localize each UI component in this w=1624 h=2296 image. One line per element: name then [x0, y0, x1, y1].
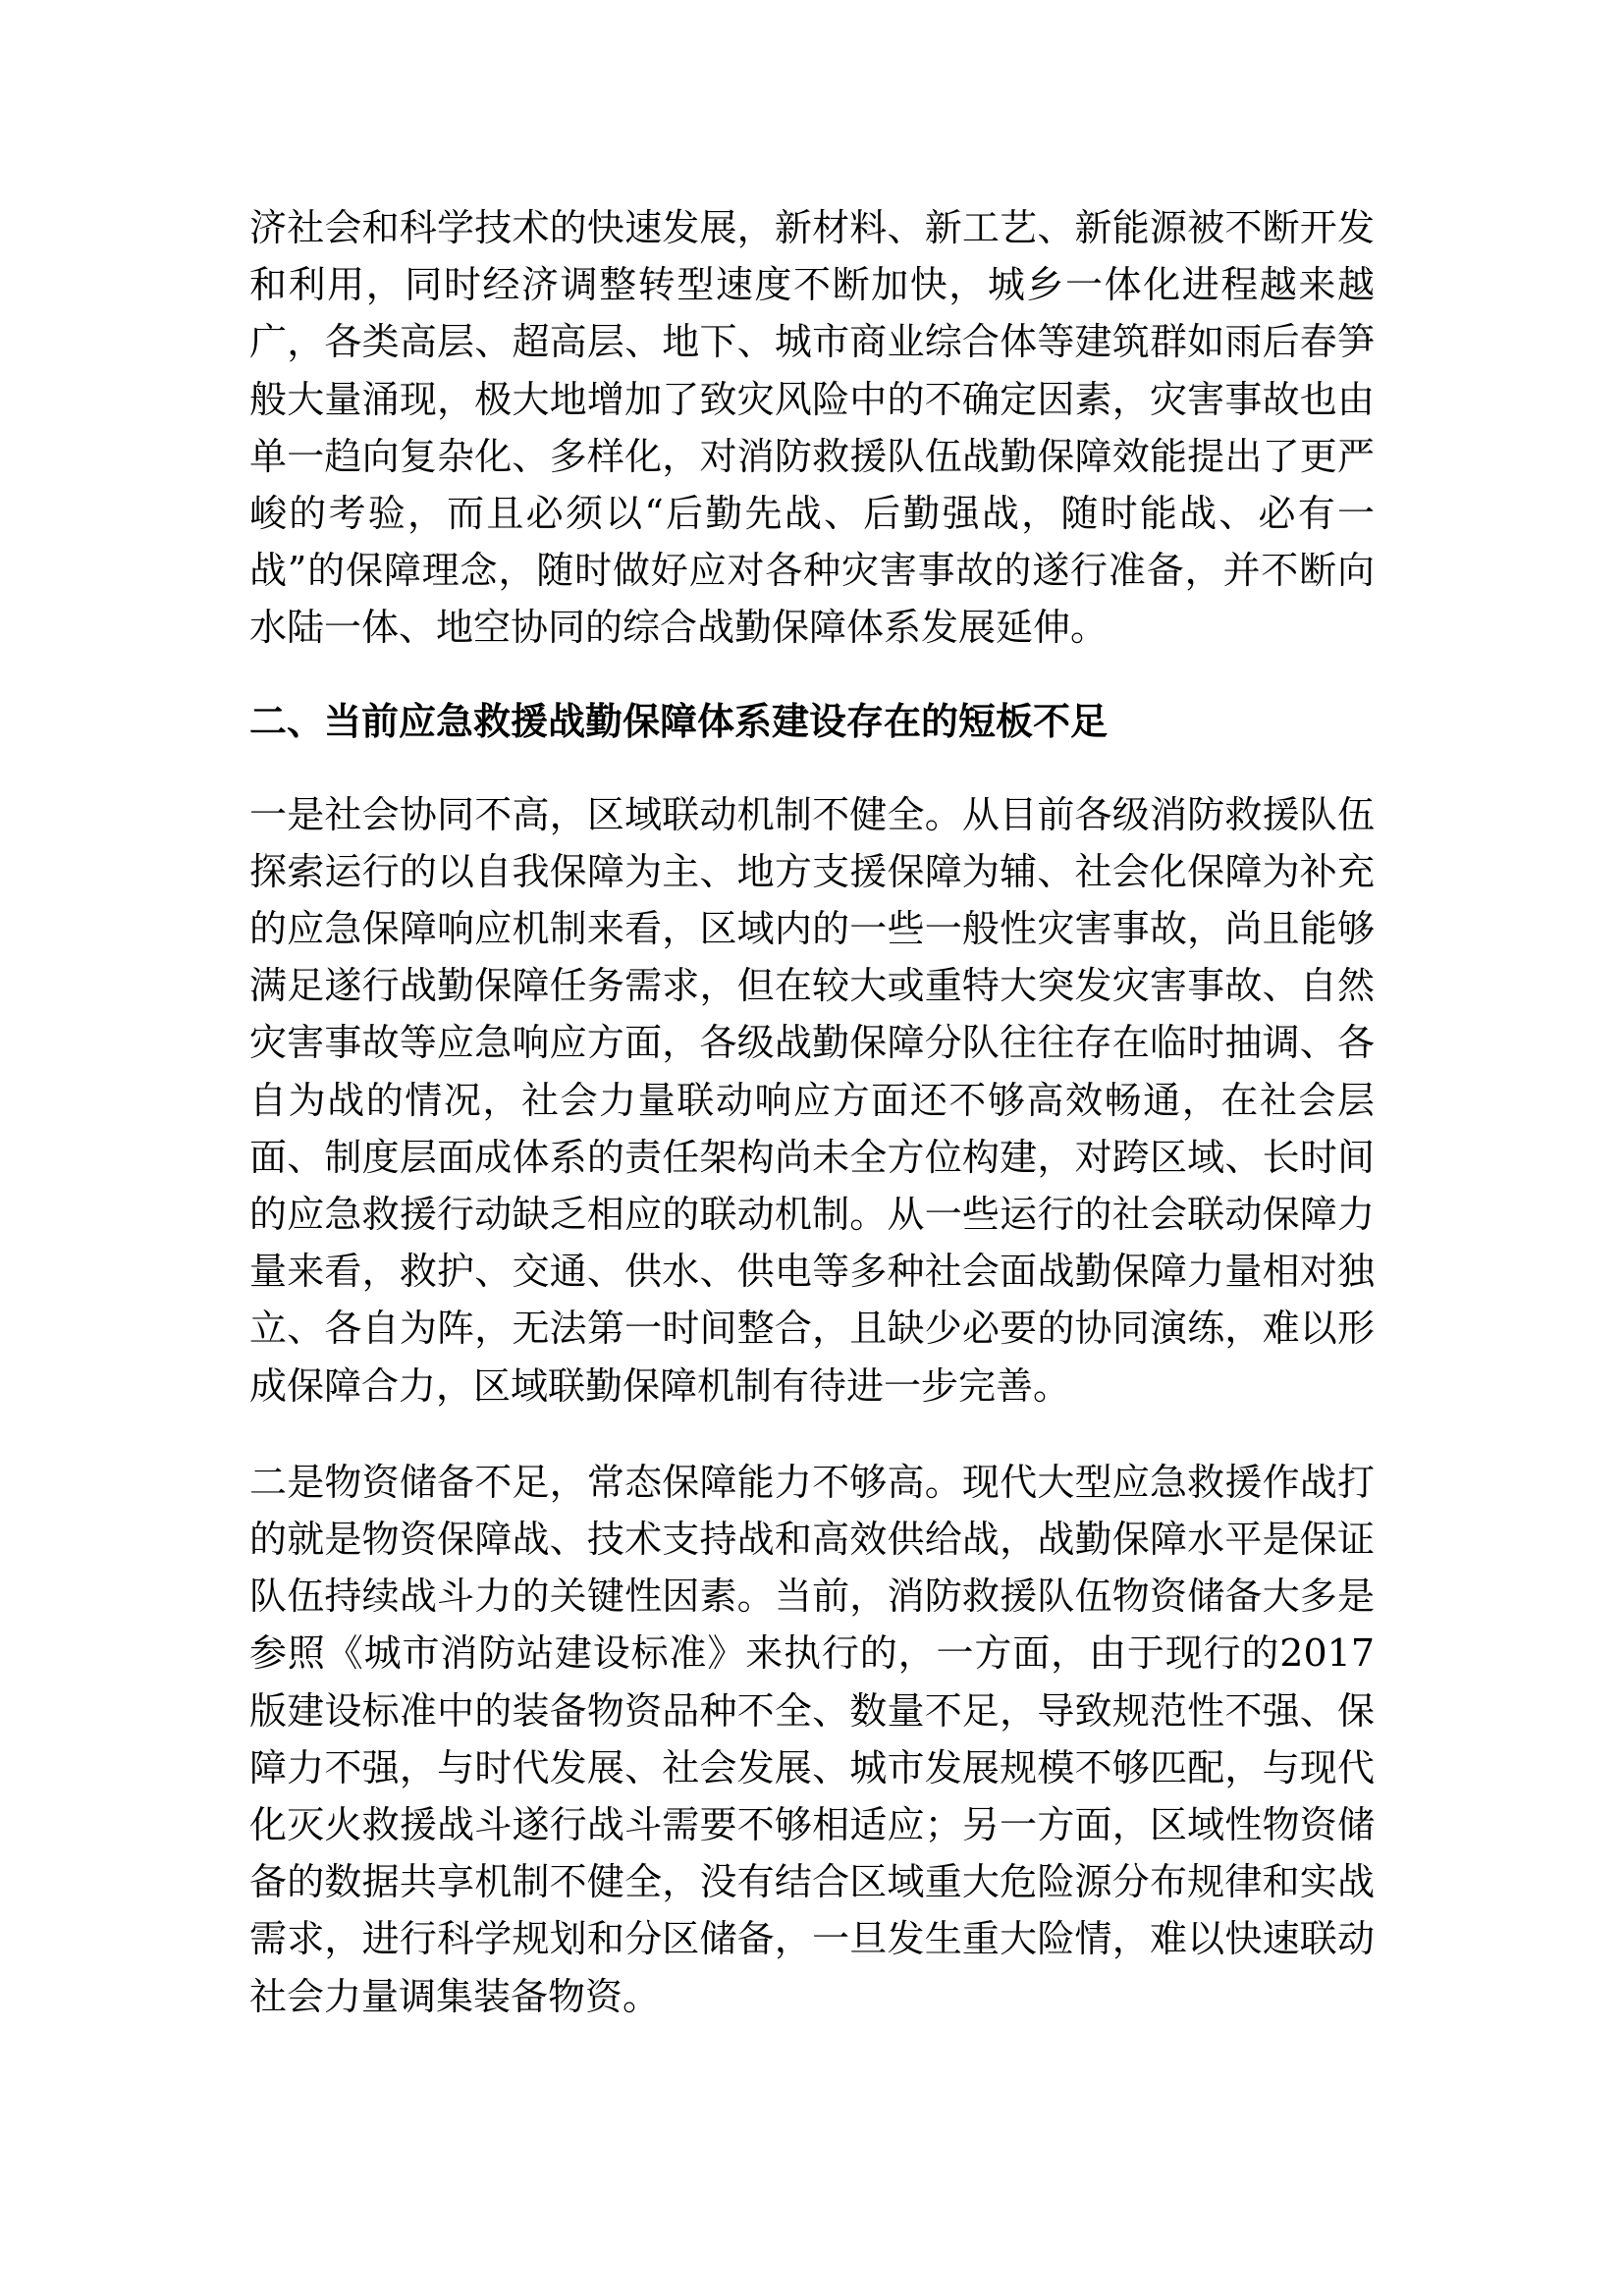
- document-body: [249, 199, 1375, 2025]
- paragraph-continuation: 济社会和科学技术的快速发展，新材料、新工艺、新能源被不断开发和利用，同时经济调整转型速度不断加快，城乡一体化进程越来越广，各类高层、超高层、地下、城市商业综合体等建筑群如雨后春笋般大量涌现，极大地增加了致灾风险中的不确定因素，灾害事故也由单一趋向复杂化、多样化，对消防救援队伍战勤保障效能提出了更严峻的考验，而且必须以“后勤先战、后勤强战，随时能战、必有一战”的保障理念，随时做好应对各种灾害事故的遂行准备，并不断向水陆一体、地空协同的综合战勤保障体系发展延伸。: [249, 206, 1375, 650]
- paragraph-material-reserves: 二是物资储备不足，常态保障能力不够高。现代大型应急救援作战打的就是物资保障战、技术支持战和高效供给战，战勤保障水平是保证队伍持续战斗力的关键性因素。当前，消防救援队伍物资储备大多是参照《城市消防站建设标准》来执行的，一方面，由于现行的2017版建设标准中的装备物资品种不全、数量不足，导致规范性不强、保障力不强，与时代发展、社会发展、城市发展规模不够匹配，与现代化灭火救援战斗遂行战斗需要不够相适应；另一方面，区域性物资储备的数据共享机制不健全，没有结合区域重大危险源分布规律和实战需求，进行科学规划和分区储备，一旦发生重大险情，难以快速联动社会力量调集装备物资。: [249, 1460, 1375, 2018]
- paragraph-spacing: [249, 750, 1375, 786]
- section-heading: 二、当前应急救援战勤保障体系建设存在的短板不足: [249, 699, 1109, 743]
- paragraph-spacing: [249, 657, 1375, 693]
- paragraph-social-coordination: 一是社会协同不高，区域联动机制不健全。从目前各级消防救援队伍探索运行的以自我保障为主、地方支援保障为辅、社会化保障为补充的应急保障响应机制来看，区域内的一些一般性灾害事故，尚且能够满足遂行战勤保障任务需求，但在较大或重特大突发灾害事故、自然灾害事故等应急响应方面，各级战勤保障分队往往存在临时抽调、各自为战的情况，社会力量联动响应方面还不够高效畅通，在社会层面、制度层面成体系的责任架构尚未全方位构建，对跨区域、长时间的应急救援行动缺乏相应的联动机制。从一些运行的社会联动保障力量来看，救护、交通、供水、供电等多种社会面战勤保障力量相对独立、各自为阵，无法第一时间整合，且缺少必要的协同演练，难以形成保障合力，区域联勤保障机制有待进一步完善。: [249, 792, 1375, 1408]
- paragraph-spacing: [249, 1415, 1375, 1454]
